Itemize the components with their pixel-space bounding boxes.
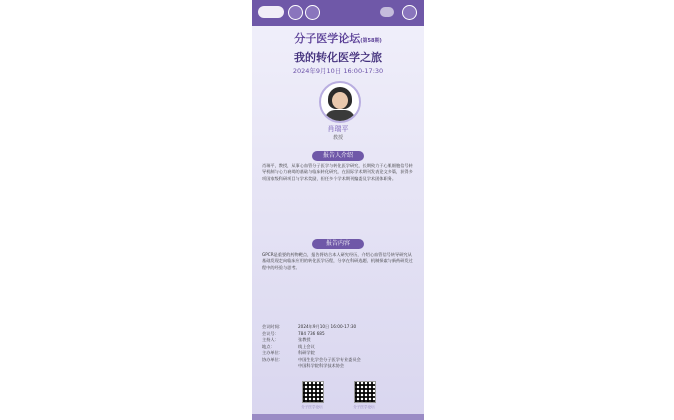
talk-title: 我的转化医学之旅: [294, 51, 382, 64]
institute-seal-icon: [305, 5, 320, 20]
event-poster: [252, 0, 424, 420]
meeting-info: [262, 324, 414, 370]
partner-seal-icon: [402, 5, 417, 20]
bio-heading: 报告人介绍: [312, 151, 364, 161]
left-qr-caption: 分子医学论坛: [301, 405, 323, 409]
info-row: 地点： 线上会议: [262, 343, 315, 349]
speaker-avatar: [319, 81, 361, 123]
info-row: 会议时间： 2024年9月10日 16:00-17:30: [262, 324, 357, 329]
poster-header-bar: [252, 0, 424, 26]
university-seal-icon: [288, 5, 303, 20]
poster-footer-bar: [252, 414, 424, 420]
org-logo-icon: [258, 6, 284, 18]
left-qr-code-icon[interactable]: [302, 381, 324, 403]
partner-logo-icon: [380, 7, 394, 17]
right-qr-code-icon[interactable]: [354, 381, 376, 403]
info-row: 中国科学院科学技术协会: [298, 363, 345, 368]
speaker-name: 肖瑞平: [327, 125, 349, 133]
abstract-heading: 报告内容: [312, 239, 364, 249]
info-row: 会议号： 784 736 685: [262, 330, 325, 336]
bio-text: 肖瑞平，教授，从事心血管分子医学与转化医学研究，长期致力于心肌细胞信号转导机制与心力衰竭的基础与临床转化研究，在国际学术期刊发表论文多篇，获得多项国家级科研项目与学术奖励，担任多个学术期刊编委及学术团体职务。: [262, 163, 413, 181]
info-row: 主办单位： 科研学院: [262, 350, 315, 355]
talk-datetime: 2024年9月10日 16:00-17:30: [292, 67, 384, 75]
abstract-text: GPCR是重要的药物靶点，报告将结合本人研究经历，介绍心血管信号转导研究从基础发现走向临床应用的转化医学历程，分享在科研选题、机制探索与新药研发过程中的经验与思考。: [262, 252, 413, 270]
session-number: (第58期): [360, 38, 382, 44]
right-qr-caption: 分子医学论坛: [353, 405, 375, 409]
info-row: 协办单位： 中国生化学会分子医学专业委员会: [262, 356, 361, 362]
speaker-role: 教授: [332, 135, 343, 141]
info-row: 主持人： 张教授: [262, 337, 311, 342]
forum-title: 分子医学论坛(第58期): [294, 32, 382, 45]
